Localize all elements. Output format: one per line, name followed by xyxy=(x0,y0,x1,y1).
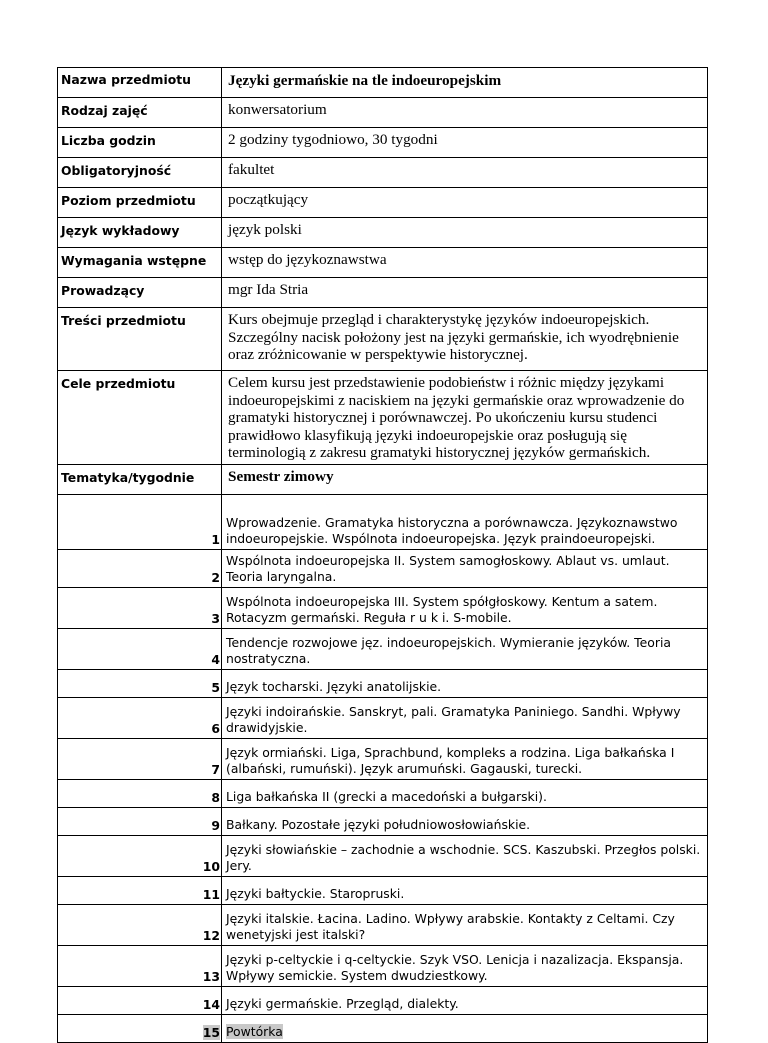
row-prerequisites xyxy=(58,248,708,278)
value-content: Kurs obejmuje przegląd i charakterystykę języków indoeuropejskich. Szczególny nacisk położony jest na języki germańskie, ich wyodrębnienie oraz zróżnicowanie w perspektywie historycznej. xyxy=(222,308,708,371)
week-row xyxy=(58,588,708,629)
week-topic: Język tocharski. Języki anatolijskie. xyxy=(222,670,708,698)
value-class-type: konwersatorium xyxy=(222,98,708,128)
highlighted-week-number: 15 xyxy=(202,1025,220,1041)
syllabus-document xyxy=(57,67,707,1043)
week-row xyxy=(58,905,708,946)
week-topic xyxy=(222,1015,708,1043)
week-number: 12 xyxy=(58,905,222,946)
week-number: 9 xyxy=(58,808,222,836)
value-prerequisites: wstęp do językoznawstwa xyxy=(222,248,708,278)
label-obligatory: Obligatoryjność xyxy=(58,158,222,188)
value-hours: 2 godziny tygodniowo, 30 tygodni xyxy=(222,128,708,158)
week-number: 6 xyxy=(58,698,222,739)
label-topics: Tematyka/tygodnie xyxy=(58,465,222,495)
week-number: 14 xyxy=(58,987,222,1015)
week-row xyxy=(58,946,708,987)
week-row xyxy=(58,739,708,780)
week-topic: Języki słowiańskie – zachodnie a wschodnie. SCS. Kaszubski. Przegłos polski. Jery. xyxy=(222,836,708,877)
week-number: 11 xyxy=(58,877,222,905)
week-number: 4 xyxy=(58,629,222,670)
week-topic: Języki italskie. Łacina. Ladino. Wpływy arabskie. Kontakty z Celtami. Czy wenetyjski jest italski? xyxy=(222,905,708,946)
row-content xyxy=(58,308,708,371)
week-topic: Język ormiański. Liga, Sprachbund, kompleks a rodzina. Liga bałkańska I (albański, rumuński). Język arumuński. Gagauski, turecki. xyxy=(222,739,708,780)
label-content: Treści przedmiotu xyxy=(58,308,222,371)
value-language: język polski xyxy=(222,218,708,248)
week-topic: Wspólnota indoeuropejska III. System spółgłoskowy. Kentum a satem. Rotacyzm germański. Reguła r u k i. S-mobile. xyxy=(222,588,708,629)
week-row xyxy=(58,808,708,836)
row-goals xyxy=(58,371,708,465)
value-course-name: Języki germańskie na tle indoeuropejskim xyxy=(222,68,708,98)
week-row xyxy=(58,629,708,670)
week-row xyxy=(58,836,708,877)
week-topic: Wprowadzenie. Gramatyka historyczna a porównawcza. Językoznawstwo indoeuropejskie. Wspólnota indoeuropejska. Język praindoeuropejski. xyxy=(222,495,708,550)
highlighted-week-topic: Powtórka xyxy=(226,1024,283,1040)
value-semester: Semestr zimowy xyxy=(222,465,708,495)
week-topic: Liga bałkańska II (grecki a macedoński a bułgarski). xyxy=(222,780,708,808)
syllabus-table xyxy=(57,67,708,1043)
label-class-type: Rodzaj zajęć xyxy=(58,98,222,128)
week-row xyxy=(58,670,708,698)
row-obligatory xyxy=(58,158,708,188)
week-row xyxy=(58,495,708,550)
value-level: początkujący xyxy=(222,188,708,218)
week-number: 10 xyxy=(58,836,222,877)
label-goals: Cele przedmiotu xyxy=(58,371,222,465)
week-row xyxy=(58,987,708,1015)
week-row xyxy=(58,698,708,739)
week-number: 5 xyxy=(58,670,222,698)
week-number xyxy=(58,1015,222,1043)
week-topic: Języki p-celtyckie i q-celtyckie. Szyk VSO. Lenicja i nazalizacja. Ekspansja. Wpływy semickie. System dwudziestkowy. xyxy=(222,946,708,987)
week-number: 7 xyxy=(58,739,222,780)
row-hours xyxy=(58,128,708,158)
row-instructor xyxy=(58,278,708,308)
week-row xyxy=(58,1015,708,1043)
label-instructor: Prowadzący xyxy=(58,278,222,308)
row-level xyxy=(58,188,708,218)
row-class-type xyxy=(58,98,708,128)
week-topic: Bałkany. Pozostałe języki południowosłowiańskie. xyxy=(222,808,708,836)
row-course-name xyxy=(58,68,708,98)
week-row xyxy=(58,877,708,905)
week-number: 8 xyxy=(58,780,222,808)
label-language: Język wykładowy xyxy=(58,218,222,248)
week-topic: Tendencje rozwojowe jęz. indoeuropejskich. Wymieranie języków. Teoria nostratyczna. xyxy=(222,629,708,670)
label-course-name: Nazwa przedmiotu xyxy=(58,68,222,98)
label-hours: Liczba godzin xyxy=(58,128,222,158)
week-topic: Wspólnota indoeuropejska II. System samogłoskowy. Ablaut vs. umlaut. Teoria laryngalna. xyxy=(222,550,708,588)
week-row xyxy=(58,780,708,808)
week-number: 13 xyxy=(58,946,222,987)
row-language xyxy=(58,218,708,248)
week-number: 2 xyxy=(58,550,222,588)
week-topic: Języki indoirańskie. Sanskryt, pali. Gramatyka Paniniego. Sandhi. Wpływy drawidyjskie. xyxy=(222,698,708,739)
week-topic: Języki germańskie. Przegląd, dialekty. xyxy=(222,987,708,1015)
value-goals: Celem kursu jest przedstawienie podobieństw i różnic między językami indoeuropejskimi z naciskiem na języki germańskie oraz wprowadzenie do gramatyki historycznej i porównawczej. Po ukończeniu kursu studenci prawidłowo klasyfikują języki indoeuropejskie oraz posługują się terminologią z zakresu gramatyki historycznej języków germańskich. xyxy=(222,371,708,465)
value-instructor: mgr Ida Stria xyxy=(222,278,708,308)
week-number: 1 xyxy=(58,495,222,550)
value-obligatory: fakultet xyxy=(222,158,708,188)
label-level: Poziom przedmiotu xyxy=(58,188,222,218)
week-number: 3 xyxy=(58,588,222,629)
week-topic: Języki bałtyckie. Staropruski. xyxy=(222,877,708,905)
week-row xyxy=(58,550,708,588)
row-topics-header xyxy=(58,465,708,495)
label-prerequisites: Wymagania wstępne xyxy=(58,248,222,278)
